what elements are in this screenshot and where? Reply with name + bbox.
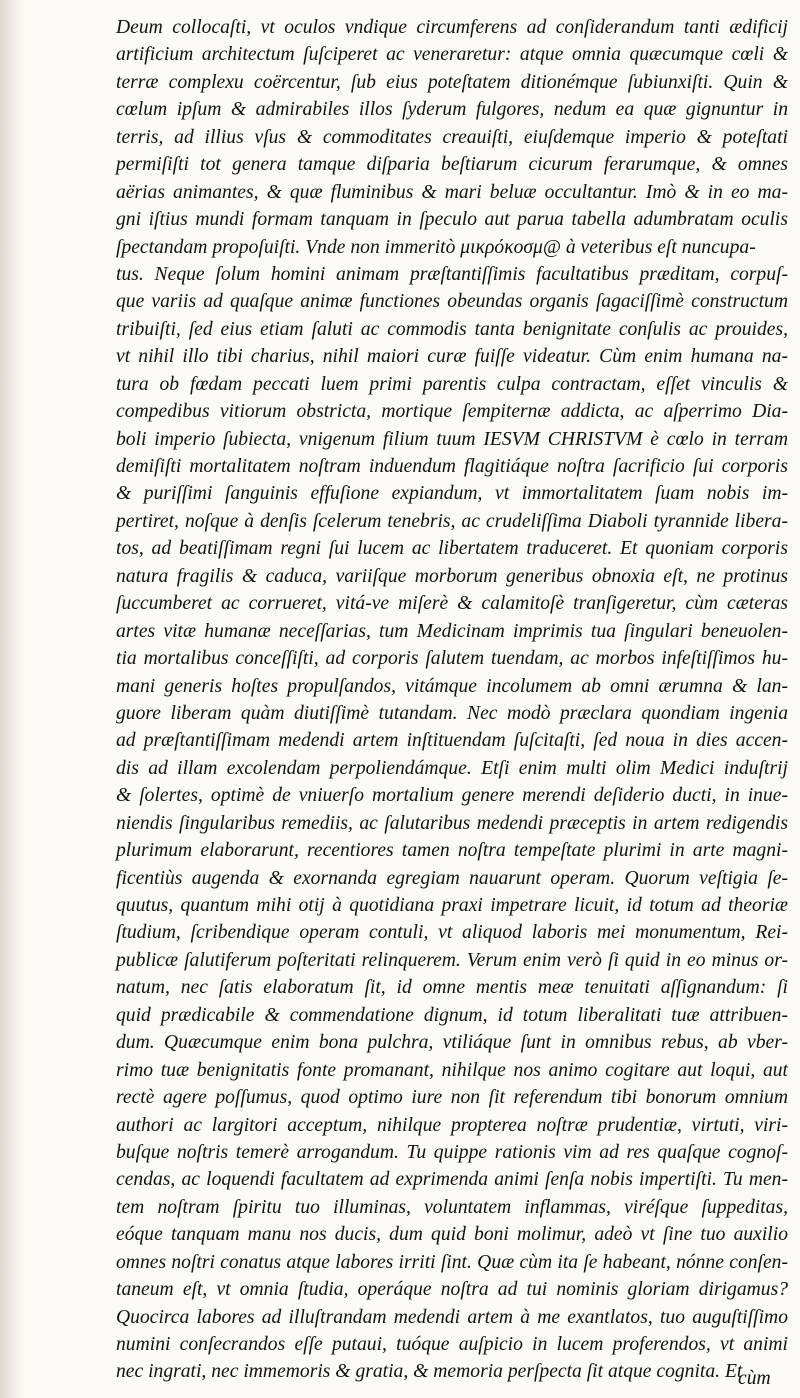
text-line: cendas, ac loquendi facultatem ad exprimenda animi ſenſa nobis impertiſti. Tu men- — [116, 1169, 788, 1191]
text-line: vt nihil illo tibi charius, nihil maiori curæ fuiſſe videatur. Cùm enim humana na- — [116, 346, 788, 368]
text-line: plurimum elaborarunt, recentiores tamen noſtra tempeſtate plurimi in arte magni- — [116, 840, 788, 862]
text-line: rimo tuæ benignitatis fonte promanant, nihilque nos animo cogitare aut loqui, aut — [116, 1059, 788, 1081]
text-line: numini conſecrandos eſſe putaui, tuóque auſpicio in lucem proferendos, vt animi — [116, 1334, 788, 1355]
text-line: compedibus vitiorum obstricta, mortique ſempiternæ addicta, ac aſperrimo Dia- — [116, 401, 788, 423]
text-line: Quocirca labores ad illuſtrandam medendi artem à me exantlatos, tuo auguſtiſſimo — [116, 1306, 788, 1328]
text-line: guore liberam quàm diutiſſimè tutandam. Nec modò præclara quondiam ingenia — [116, 702, 788, 724]
text-line: aërias animantes, & quæ fluminibus & mari beluæ occultantur. Imò & in eo ma- — [116, 181, 788, 203]
text-line: rectè agere poſſumus, quod optimo iure non ſit referendum tibi bonorum omnium — [116, 1087, 788, 1109]
text-line: cœlum ipſum & admirabiles illos ſyderum fulgores, nedum ea quæ gignuntur in — [116, 99, 788, 121]
text-line: buſque noſtris temerè arrogandum. Tu quippe rationis vim ad res quaſque cognoſ- — [116, 1141, 788, 1163]
text-line: tura ob fœdam peccati luem primi parentis culpa contractam, eſſet vinculis & — [116, 373, 788, 395]
text-line: nec ingrati, nec immemoris & gratia, & memoria perſpecta ſit atque cognita. Et — [116, 1361, 743, 1383]
text-line: Deum collocaſti, vt oculos vndique circumferens ad conſiderandum tanti ædificij — [116, 17, 788, 38]
catchword: cùm — [738, 1368, 771, 1389]
text-line: ſtudium, ſcribendique operam contuli, vt aliquod laboris mei monumentum, Rei- — [116, 922, 788, 944]
text-line: omnes noſtri conatus atque labores irriti ſint. Quæ cùm ita ſe habeant, nónne conſen- — [116, 1251, 788, 1273]
text-line: ſpectandam propoſuiſti. Vnde non immeritò μικρόκοσμ@ à veteribus eſt nuncupa- — [116, 236, 756, 258]
text-line: dis ad illam excolendam perpoliendámque. Etſi enim multi olim Medici induſtrij — [116, 757, 788, 779]
text-line: ad præſtantiſſimam medendi artem inſtituendam ſuſcitaſti, ſed noua in dies accen- — [116, 730, 788, 752]
text-line: artificium architectum ſuſciperet ac veneraretur: atque omnia quæcumque cœli & — [116, 44, 788, 66]
text-line: & puriſſimi ſanguinis effuſione expiandum, vt immortalitatem ſuam nobis im- — [116, 483, 788, 505]
text-line: natura fragilis & caduca, variiſque morborum generibus obnoxia eſt, ne protinus — [116, 565, 788, 587]
text-line: permiſiſti tot genera tamque diſparia beſtiarum cicurum ferarumque, & omnes — [116, 154, 788, 176]
text-line: eóque tanquam manu nos ducis, dum quid boni molimur, adeò vt ſine tuo auxilio — [116, 1224, 788, 1246]
text-line: quutus, quantum mihi otij à quotidiana praxi impetrare licuit, id totum ad theoriæ — [116, 895, 788, 916]
text-line: que variis ad quaſque animæ functiones obeundas organis ſagaciſſimè constructum — [116, 291, 788, 313]
text-line: quid prædicabile & commendatione dignum, id totum liberalitati tuæ attribuen- — [116, 1004, 788, 1026]
text-line: ficentiùs augenda & exornanda egregiam nauarunt operam. Quorum veſtigia ſe- — [116, 867, 788, 889]
text-line: natum, nec ſatis elaboratum ſit, id omne mentis meæ tenuitati aſſignandum: ſi — [116, 977, 788, 999]
text-line: ſuccumberet ac corrueret, vitá-ve miſerè & calamitoſè tranſigeretur, cùm cæteras — [116, 593, 788, 615]
text-line: terris, ad illius vſus & commoditates creauiſti, eiuſdemque imperio & poteſtati — [116, 126, 788, 148]
text-line: pertiret, noſque à denſis ſcelerum tenebris, ac crudeliſſima Diaboli tyrannide liberа- — [116, 510, 788, 532]
body-text — [116, 14, 788, 1386]
text-line: boli imperio ſubiecta, vnigenum filium tuum IESVM CHRISTVM è cœlo in terram — [116, 428, 788, 450]
text-line: authori ac largitori acceptum, nihilque propterea noſtræ prudentiæ, virtuti, viri- — [116, 1114, 788, 1136]
text-line: tem noſtram ſpiritu tuo illuminas, voluntatem inflammas, viréſque ſuppeditas, — [116, 1196, 788, 1218]
text-line: tus. Neque ſolum homini animam præſtantiſſimis facultatibus præditam, corpuſ- — [116, 263, 788, 285]
text-line: artes vitæ humanæ neceſſarias, tum Medicinam imprimis tua ſingulari beneuolen- — [116, 620, 788, 642]
text-line: dum. Quæcumque enim bona pulchra, vtiliáque ſunt in omnibus rebus, ab vber- — [116, 1032, 788, 1054]
text-line: publicæ ſalutiferum poſteritati relinquerem. Verum enim verò ſi quid in eo minus or- — [116, 949, 788, 971]
text-line: tos, ad beatiſſimam regni ſui lucem ac libertatem traduceret. Et quoniam corporis — [116, 538, 788, 560]
text-line: & ſolertes, optimè de vniuerſo mortalium genere merendi deſiderio ducti, in inue- — [116, 785, 788, 807]
page-gutter-shadow — [0, 0, 24, 1398]
text-line: terræ complexu coërcentur, ſub eius poteſtatem ditionémque ſubiunxiſti. Quin & — [116, 71, 788, 93]
text-line: gni iſtius mundi formam tanquam in ſpeculo aut parua tabella adumbratam oculis — [116, 209, 788, 231]
text-line: demiſiſti mortalitatem noſtram induendum flagitiáque noſtra ſacrificio ſui corporis — [116, 456, 788, 477]
text-line: taneum eſt, vt omnia ſtudia, operáque noſtra ad tui nominis gloriam dirigamus? — [116, 1279, 788, 1301]
text-line: niendis ſingularibus remediis, ac ſalutaribus medendi præceptis in artem redigendis — [116, 812, 788, 834]
text-line: tia mortalibus conceſſiſti, ad corporis ſalutem tuendam, ac morbos infeſtiſſimos hu- — [116, 648, 788, 670]
text-line: tribuiſti, ſed eius etiam ſaluti ac commodis tanta benignitate conſulis ac prouides, — [116, 318, 788, 340]
text-line: mani generis hoſtes propulſandos, vitámque incolumem ab omni ærumna & lan- — [116, 675, 788, 697]
